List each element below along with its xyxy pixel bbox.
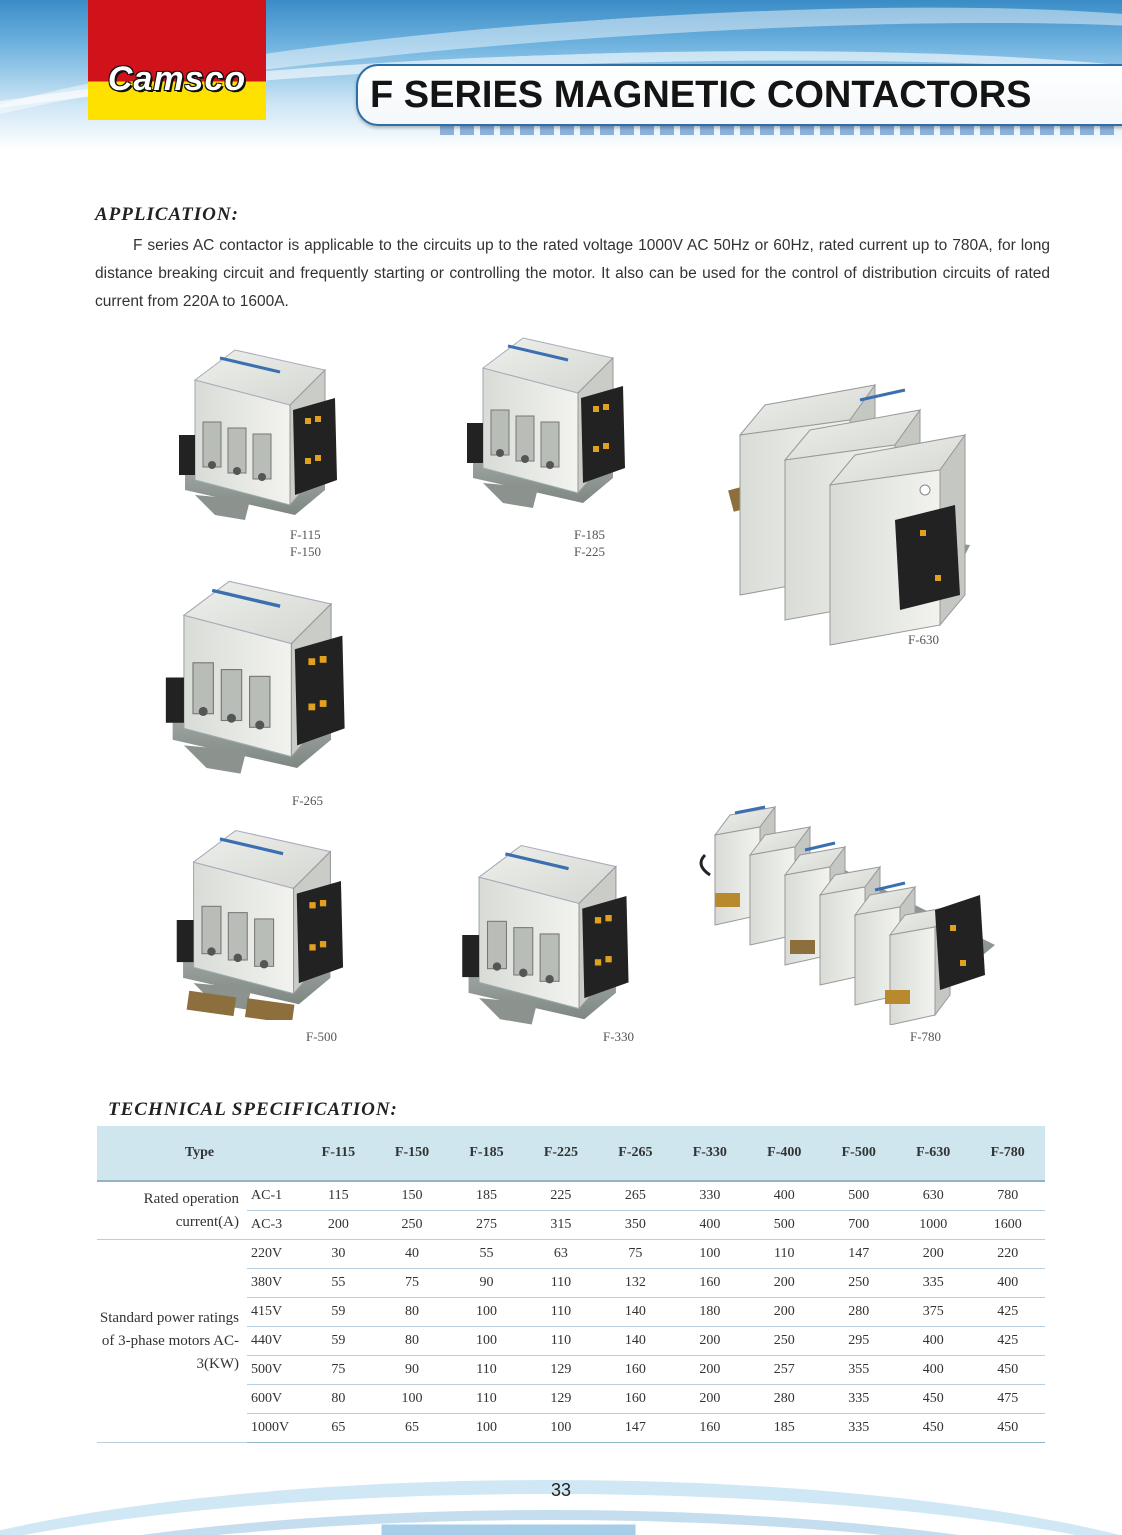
product-image-f265	[160, 570, 355, 785]
table-cell: 220	[970, 1240, 1045, 1269]
table-cell: 59	[302, 1298, 375, 1327]
table-cell: 225	[524, 1181, 598, 1211]
table-cell: 65	[375, 1414, 449, 1443]
model-header: F-185	[449, 1126, 523, 1181]
table-cell: 1600	[970, 1211, 1045, 1240]
table-cell: 110	[449, 1385, 523, 1414]
table-cell: 75	[375, 1269, 449, 1298]
table-cell: 132	[598, 1269, 672, 1298]
table-cell: 90	[375, 1356, 449, 1385]
table-cell: 90	[449, 1269, 523, 1298]
table-cell: 335	[896, 1269, 970, 1298]
table-cell: 200	[896, 1240, 970, 1269]
table-cell: 75	[302, 1356, 375, 1385]
table-cell: 450	[896, 1414, 970, 1443]
row-label: AC-3	[247, 1211, 302, 1240]
product-caption-f115-f150: F-115 F-150	[290, 527, 322, 559]
power-ratings-label: Standard power ratings of 3-phase motors AC-3(KW)	[97, 1240, 247, 1443]
table-cell: 100	[449, 1298, 523, 1327]
table-cell: 129	[524, 1385, 598, 1414]
table-cell: 100	[524, 1414, 598, 1443]
model-header: F-780	[970, 1126, 1045, 1181]
page-header	[0, 0, 1122, 150]
table-cell: 80	[375, 1298, 449, 1327]
table-cell: 100	[375, 1385, 449, 1414]
table-cell: 475	[970, 1385, 1045, 1414]
table-cell: 295	[822, 1327, 896, 1356]
model-header: F-115	[302, 1126, 375, 1181]
table-cell: 75	[598, 1240, 672, 1269]
header-dotted-strip	[440, 125, 1120, 135]
product-caption-f330: F-330	[603, 1029, 635, 1044]
spec-heading: TECHNICAL SPECIFICATION:	[108, 1099, 398, 1120]
model-header: F-400	[747, 1126, 821, 1181]
product-caption-f265: F-265	[292, 793, 324, 808]
table-cell: 160	[673, 1414, 747, 1443]
table-cell: 110	[449, 1356, 523, 1385]
table-cell: 200	[673, 1356, 747, 1385]
rated-current-label: Rated operation current(A)	[97, 1181, 247, 1240]
row-label: 600V	[247, 1385, 302, 1414]
brand-logo	[88, 0, 266, 120]
row-label: 500V	[247, 1356, 302, 1385]
table-cell: 150	[375, 1181, 449, 1211]
table-cell: 250	[822, 1269, 896, 1298]
table-row	[97, 1181, 1045, 1211]
table-cell: 400	[673, 1211, 747, 1240]
table-cell: 55	[449, 1240, 523, 1269]
table-cell: 450	[896, 1385, 970, 1414]
table-cell: 400	[896, 1356, 970, 1385]
table-cell: 110	[524, 1327, 598, 1356]
table-cell: 330	[673, 1181, 747, 1211]
table-cell: 185	[449, 1181, 523, 1211]
product-image-f115-f150	[170, 340, 350, 530]
product-image-f330	[455, 835, 640, 1035]
table-cell: 250	[375, 1211, 449, 1240]
table-cell: 115	[302, 1181, 375, 1211]
table-cell: 400	[970, 1269, 1045, 1298]
product-image-f780	[695, 775, 1015, 1025]
table-cell: 335	[822, 1414, 896, 1443]
application-heading: APPLICATION:	[95, 204, 239, 225]
table-cell: 355	[822, 1356, 896, 1385]
row-label: 1000V	[247, 1414, 302, 1443]
table-cell: 200	[302, 1211, 375, 1240]
table-cell: 450	[970, 1414, 1045, 1443]
table-cell: 200	[673, 1385, 747, 1414]
table-cell: 375	[896, 1298, 970, 1327]
row-label: AC-1	[247, 1181, 302, 1211]
table-cell: 55	[302, 1269, 375, 1298]
table-cell: 500	[822, 1181, 896, 1211]
table-cell: 160	[673, 1269, 747, 1298]
table-cell: 65	[302, 1414, 375, 1443]
table-cell: 185	[747, 1414, 821, 1443]
table-cell: 630	[896, 1181, 970, 1211]
table-cell: 257	[747, 1356, 821, 1385]
table-cell: 275	[449, 1211, 523, 1240]
table-cell: 200	[673, 1327, 747, 1356]
table-cell: 110	[524, 1269, 598, 1298]
table-cell: 400	[896, 1327, 970, 1356]
table-cell: 80	[302, 1385, 375, 1414]
table-cell: 180	[673, 1298, 747, 1327]
table-cell: 59	[302, 1327, 375, 1356]
page-title: F SERIES MAGNETIC CONTACTORS	[370, 74, 1032, 116]
title-bar	[356, 64, 1122, 126]
table-cell: 30	[302, 1240, 375, 1269]
table-cell: 100	[449, 1414, 523, 1443]
table-cell: 250	[747, 1327, 821, 1356]
table-cell: 110	[747, 1240, 821, 1269]
row-label: 380V	[247, 1269, 302, 1298]
table-cell: 780	[970, 1181, 1045, 1211]
application-text: F series AC contactor is applicable to the circuits up to the rated voltage 1000V AC 50Hz or 60Hz, rated current up to 780A, for long distance breaking circuit and frequently starting or controlling the motor. It also can be used for the control of distribution circuits of rated current from 220A to 1600A.	[95, 237, 1050, 310]
model-header: F-150	[375, 1126, 449, 1181]
table-cell: 425	[970, 1327, 1045, 1356]
brand-logo-text: Camsco	[107, 60, 247, 98]
spec-table	[97, 1126, 1045, 1443]
row-label: 440V	[247, 1327, 302, 1356]
table-row	[97, 1240, 1045, 1269]
model-header: F-265	[598, 1126, 672, 1181]
spec-header-row	[97, 1126, 1045, 1181]
table-cell: 280	[822, 1298, 896, 1327]
table-cell: 160	[598, 1356, 672, 1385]
row-label: 220V	[247, 1240, 302, 1269]
product-image-f630	[710, 345, 1000, 655]
table-cell: 265	[598, 1181, 672, 1211]
table-cell: 100	[449, 1327, 523, 1356]
table-cell: 160	[598, 1385, 672, 1414]
table-cell: 40	[375, 1240, 449, 1269]
table-cell: 140	[598, 1298, 672, 1327]
table-cell: 110	[524, 1298, 598, 1327]
table-cell: 129	[524, 1356, 598, 1385]
product-image-f185-f225	[458, 328, 638, 518]
model-header: F-500	[822, 1126, 896, 1181]
model-header: F-225	[524, 1126, 598, 1181]
table-cell: 350	[598, 1211, 672, 1240]
table-cell: 100	[673, 1240, 747, 1269]
table-cell: 400	[747, 1181, 821, 1211]
row-label: 415V	[247, 1298, 302, 1327]
type-header: Type	[97, 1126, 302, 1181]
table-cell: 63	[524, 1240, 598, 1269]
model-header: F-630	[896, 1126, 970, 1181]
table-cell: 280	[747, 1385, 821, 1414]
table-cell: 450	[970, 1356, 1045, 1385]
table-cell: 147	[598, 1414, 672, 1443]
table-cell: 335	[822, 1385, 896, 1414]
table-cell: 140	[598, 1327, 672, 1356]
table-cell: 315	[524, 1211, 598, 1240]
table-cell: 1000	[896, 1211, 970, 1240]
table-cell: 200	[747, 1269, 821, 1298]
table-cell: 425	[970, 1298, 1045, 1327]
product-caption-f630: F-630	[908, 632, 940, 647]
table-cell: 200	[747, 1298, 821, 1327]
model-header: F-330	[673, 1126, 747, 1181]
table-cell: 700	[822, 1211, 896, 1240]
product-image-f500	[172, 820, 352, 1020]
product-caption-f500: F-500	[306, 1029, 338, 1044]
product-caption-f780: F-780	[910, 1029, 942, 1044]
product-caption-f185-f225: F-185 F-225	[574, 527, 606, 559]
table-cell: 147	[822, 1240, 896, 1269]
table-cell: 500	[747, 1211, 821, 1240]
page-number: 33	[550, 1480, 572, 1500]
table-cell: 80	[375, 1327, 449, 1356]
